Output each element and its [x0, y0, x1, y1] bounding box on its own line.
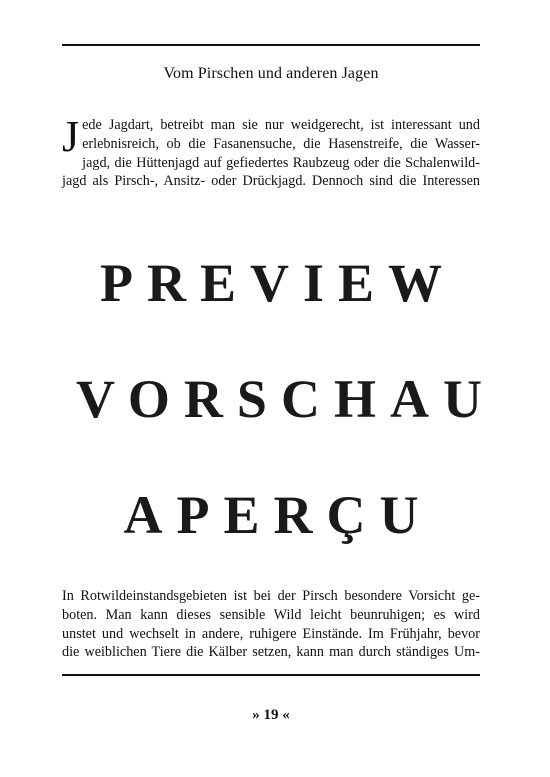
top-rule — [62, 44, 480, 46]
paragraph-line: jagd als Pirsch-, Ansitz- oder Drückjagd. Dennoch sind die Interessen — [62, 173, 480, 190]
top-paragraph — [62, 112, 480, 191]
bottom-paragraph — [62, 587, 480, 662]
paragraph-line: unstet und wechselt in andere, ruhigere Einstände. Im Frühjahr, bevor — [62, 625, 480, 642]
paragraph-line: die weiblichen Tiere die Kälber setzen, kann man durch ständiges Um- — [62, 644, 480, 661]
paragraph-line: jagd, die Hüttenjagd auf gefiedertes Raubzeug oder die Schalenwild- — [82, 154, 480, 171]
watermark-apercu: APERÇU — [123, 485, 433, 545]
running-header: Vom Pirschen und anderen Jagen — [163, 65, 379, 82]
drop-cap: J — [62, 112, 80, 161]
page-number: » 19 « — [252, 707, 290, 723]
watermark-vorschau: VORSCHAU — [76, 369, 496, 429]
bottom-rule — [62, 674, 480, 676]
watermark-preview: PREVIEW — [99, 253, 457, 313]
paragraph-line: In Rotwildeinstandsgebieten ist bei der Pirsch besondere Vorsicht ge- — [62, 588, 480, 604]
paragraph-line: ede Jagdart, betreibt man sie nur weidgerecht, ist interessant und — [82, 117, 480, 133]
paragraph-line: erlebnisreich, ob die Fasanensuche, die Hasenstreife, die Wasser- — [82, 135, 480, 152]
paragraph-line: boten. Man kann dieses sensible Wild leicht beunruhigen; es wird — [62, 606, 480, 623]
